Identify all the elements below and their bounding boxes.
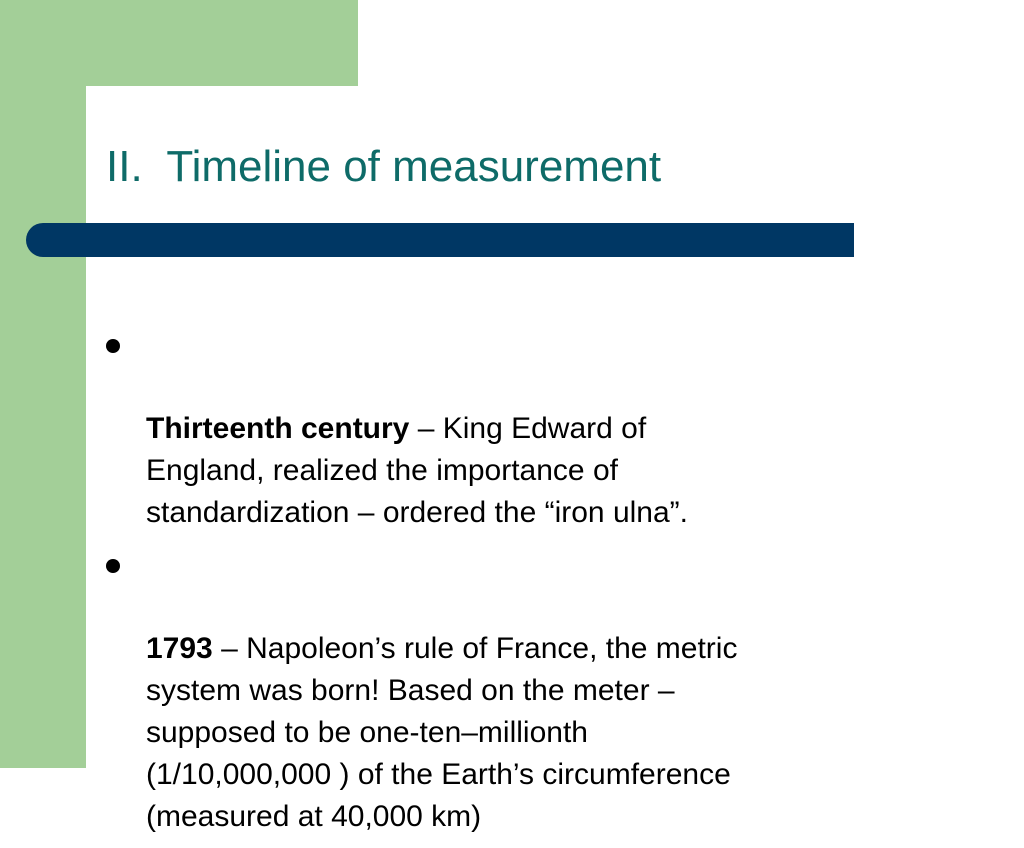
rounded-content-corner [86, 86, 146, 146]
bullet-list [106, 324, 976, 848]
green-side-band [0, 0, 86, 768]
bullet-dot-icon [106, 559, 120, 573]
bullet-text: – Napoleon’s rule of France, the metric system was born! Based on the meter – supposed to be one-ten–millionth (1/10,000,000 ) of the Earth’s circumference (measured at 40,000 km) [146, 632, 738, 833]
bullet-lead: 1793 [146, 632, 213, 665]
title-underline-bar [26, 223, 854, 257]
bullet-item-thirteenth-century [106, 324, 976, 534]
green-top-band [0, 0, 358, 86]
slide-title: II. Timeline of measurement [106, 142, 662, 191]
bullet-lead: Thirteenth century [146, 412, 410, 445]
bullet-text: – King Edward of England, realized the importance of standardization – ordered the “iron ulna”. [146, 412, 688, 529]
bullet-dot-icon [106, 339, 120, 353]
bullet-item-1793 [106, 544, 976, 838]
